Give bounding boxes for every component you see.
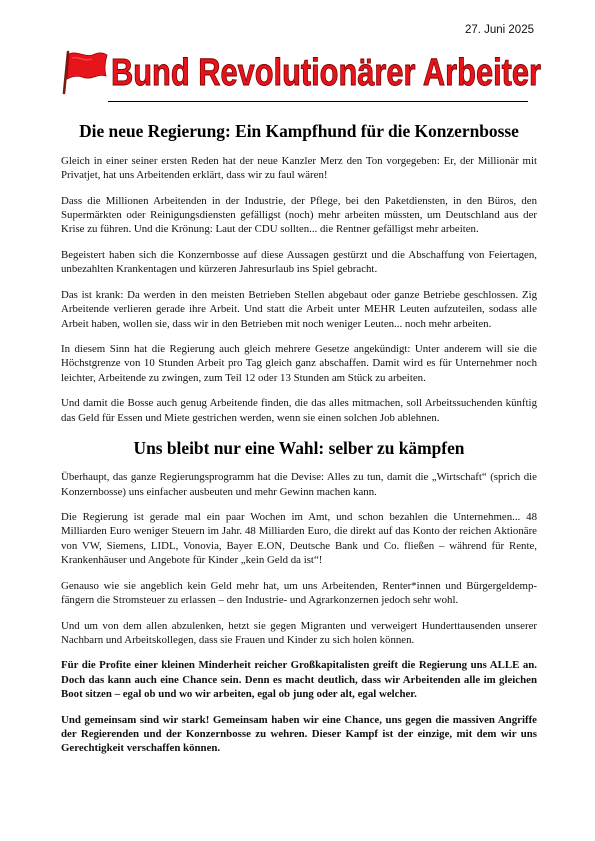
headline-1: Die neue Regierung: Ein Kampfhund für die Konzernbosse <box>79 121 519 141</box>
bold-paragraph: Für die Profite einer kleinen Minderheit reicher Großkapitalisten greift die Regierung uns ALLE an. Doch das kann auch eine Chance sein. Denn es macht deutlich, dass wir Arbeitenden alle im gleichen Boot sitzen – egal ob und wo wir arbeiten, egal ob jung oder alt, egal welcher. <box>61 659 537 700</box>
paragraph: Und um von dem allen abzulenken, hetzt sie gegen Migranten und verweigert Hunderttausenden unserer Nachbarn und Arbeitskollegen, dass sie Frauen und Kinder zu sich holen können. <box>61 619 537 646</box>
masthead <box>62 46 542 94</box>
header-divider <box>108 101 528 102</box>
article <box>61 117 537 767</box>
headline-2: Uns bleibt nur eine Wahl: selber zu kämpfen <box>133 438 465 459</box>
red-flag-icon <box>62 50 108 94</box>
paragraph: Und damit die Bosse auch genug Arbeitende finden, die das alles mitmachen, soll Arbeitssuchenden künftig das Geld für Essen und Miete gestrichen werden, wenn sie einen solchen Job ablehnen. <box>61 397 537 424</box>
paragraph: Genauso wie sie angeblich kein Geld mehr hat, um uns Arbeitenden, Renter*innen und Bürgergeldempfängern die Stromsteuer zu erlassen – den Industrie- und Agrarkonzernen jedoch sehr wohl. <box>61 579 537 606</box>
paragraph: Begeistert haben sich die Konzernbosse auf diese Aussagen gestürzt und die Abschaffung von Feiertagen, unbezahlten Krankentagen und kürzeren Jahresurlaub ins Spiel gebracht. <box>61 249 537 276</box>
brand-logo-text: Bund Revolutionärer Arbeiter <box>111 52 542 94</box>
paragraph: Gleich in einer seiner ersten Reden hat der neue Kanzler Merz den Ton vorgegeben: Er, der Millionär mit Privatjet, hat uns Arbeitenden erklärt, dass wir zu faul wären! <box>61 155 537 182</box>
issue-date: 27. Juni 2025 <box>464 24 534 36</box>
brand-logo <box>110 52 542 92</box>
paragraph: In diesem Sinn hat die Regierung auch gleich mehrere Gesetze angekündigt: Unter anderem will sie die Höchstgrenze von 10 Stunden Arbeit pro Tag gleich ganz abschaffen. Damit wird es für Unternehmer noch leichter, Arbeitende zu zwingen, zum Teil 12 oder 13 Stunden am Stück zu arbeiten. <box>61 343 537 384</box>
paragraph: Überhaupt, das ganze Regierungsprogramm hat die Devise: Alles zu tun, damit die „Wirtschaft“ (sprich die Konzernbosse) uns einfacher ausbeuten und mehr Gewinn machen kann. <box>61 471 537 498</box>
paragraph: Die Regierung ist gerade mal ein paar Wochen im Amt, und schon bezahlen die Unternehmen... 48 Milliarden Euro weniger Steuern im Jahr. 48 Milliarden Euro, die direkt auf das Konto der reichen Aktionäre von VW, Siemens, LIDL, Vonovia, Bayer E.ON, Deutsche Bank und Co. fließen – während für Rente, Krankenhäuser und Angebote für Kinder „kein Geld da ist“! <box>61 511 537 567</box>
bold-paragraph: Und gemeinsam sind wir stark! Gemeinsam haben wir eine Chance, uns gegen die massiven Angriffe der Regierenden und der Konzernbosse zu wehren. Dieser Kampf ist der einzige, mit dem wir uns Gerechtigkeit verschaffen können. <box>61 713 537 755</box>
paragraph: Das ist krank: Da werden in den meisten Betrieben Stellen abgebaut oder ganze Betriebe geschlossen. Zig Arbeitende verlieren gerade ihre Arbeit. Und statt die Arbeit unter MEHR Leuten aufzuteilen, sodass alle Arbeit haben, wollen sie, dass wir in den Betrieben mit noch weniger Leuten... noch mehr arbeiten. <box>61 288 537 330</box>
paragraph: Dass die Millionen Arbeitenden in der Industrie, der Pflege, bei den Paketdiensten, in den Büros, den Supermärkten oder Reinigungsdiensten gefälligst (noch) mehr arbeiten müssten, um Deutschland aus der Krise zu führen. Und die Krönung: Laut der CDU sollten... die Rentner gefälligst mehr arbeiten. <box>61 194 537 236</box>
